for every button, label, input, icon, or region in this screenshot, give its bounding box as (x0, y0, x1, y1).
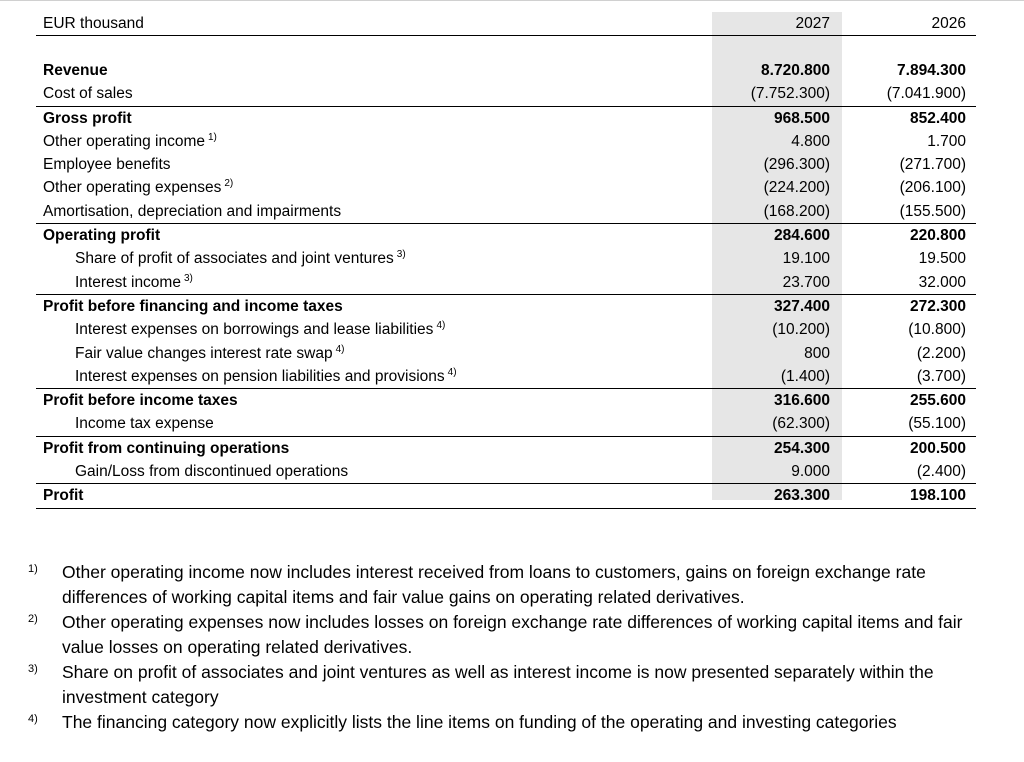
value-2027: 9.000 (791, 463, 830, 481)
value-2027: (62.300) (772, 415, 830, 433)
value-2027: (10.200) (772, 321, 830, 339)
table-row (36, 247, 976, 270)
value-2026: (206.100) (899, 179, 966, 197)
table-row (36, 389, 976, 412)
row-label: Profit before financing and income taxes (43, 297, 343, 315)
footnote-marker: 1) (28, 563, 38, 575)
row-label: Operating profit (43, 227, 161, 245)
row-label: Interest expenses on pension liabilities and provisions $^{4)}$ (75, 366, 457, 385)
value-2027: 968.500 (773, 109, 830, 127)
column-header-2026: 2026 (931, 15, 966, 32)
footnote-ref: 1) (207, 131, 217, 143)
value-2026: 19.500 (918, 250, 966, 268)
footnote-ref: 4) (436, 320, 446, 332)
row-label: Profit from continuing operations (43, 439, 290, 457)
row-label: Profit (43, 487, 84, 505)
table-row (36, 437, 976, 460)
table-row (36, 107, 976, 130)
value-2027: 254.300 (773, 439, 830, 457)
value-2027: 800 (804, 344, 830, 362)
table-row (36, 59, 976, 82)
footnote-marker: 3) (28, 663, 38, 675)
table-row (36, 224, 976, 247)
value-2026: (3.700) (916, 367, 966, 385)
footnote-marker: 4) (28, 713, 38, 725)
value-2027: 263.300 (773, 487, 830, 505)
value-2026: (7.041.900) (886, 85, 966, 103)
footnote-ref: 4) (335, 343, 345, 355)
footnote-marker: 2) (28, 613, 38, 625)
table-row (36, 484, 976, 508)
row-label: Other operating income $^{1)}$ (43, 131, 217, 150)
value-2027: 327.400 (773, 297, 830, 315)
value-2027: (296.300) (763, 156, 830, 174)
value-2026: (2.200) (916, 344, 966, 362)
value-2026: 220.800 (909, 227, 966, 245)
table-row (36, 130, 976, 153)
row-label: Profit before income taxes (43, 392, 238, 410)
row-label: Interest income $^{3)}$ (75, 272, 193, 291)
value-2026: (2.400) (916, 463, 966, 481)
value-2026: (271.700) (899, 156, 966, 174)
value-2027: (168.200) (763, 202, 830, 220)
table-header (36, 12, 976, 36)
table-row (36, 318, 976, 341)
value-2027: 8.720.800 (761, 62, 830, 79)
unit-label: EUR thousand (43, 15, 144, 32)
footnote-text: Other operating income now includes interest received from loans to customers, gains on foreign exchange rate differences of working capital items and fair value gains on operating related derivatives. (62, 562, 926, 607)
value-2026: 200.500 (909, 439, 966, 457)
footnotes (28, 560, 988, 735)
table-row (36, 460, 976, 484)
table-row (36, 271, 976, 295)
column-header-2027: 2027 (795, 15, 830, 32)
footnote-text: Other operating expenses now includes losses on foreign exchange rate differences of working capital items and fair value losses on operating related derivatives. (62, 612, 963, 657)
row-label: Gross profit (43, 109, 132, 127)
value-2026: 1.700 (927, 132, 966, 150)
footnote-text: Share on profit of associates and joint ventures as well as interest income is now presented separately within the investment category (62, 662, 934, 707)
footnote-ref: 3) (183, 272, 193, 284)
footnote-text: The financing category now explicitly lists the line items on funding of the operating and investing categories (62, 712, 897, 732)
value-2026: 7.894.300 (897, 62, 966, 79)
table-row (36, 295, 976, 318)
row-label: Fair value changes interest rate swap $^{4)}$ (75, 343, 345, 362)
footnote (28, 610, 988, 660)
value-2026: (155.500) (899, 202, 966, 220)
table-row (36, 365, 976, 389)
value-2027: 284.600 (773, 227, 830, 245)
footnote-ref: 3) (396, 249, 406, 261)
row-label: Revenue (43, 62, 108, 79)
value-2027: (1.400) (780, 367, 830, 385)
footnote (28, 560, 988, 610)
income-statement-table (36, 12, 976, 509)
table-row (36, 82, 976, 106)
row-label: Cost of sales (43, 85, 133, 103)
value-2027: 316.600 (773, 392, 830, 410)
value-2026: (55.100) (908, 415, 966, 433)
footnote-ref: 4) (447, 366, 457, 378)
row-label: Share of profit of associates and joint ventures $^{3)}$ (75, 249, 406, 268)
value-2026: 32.000 (918, 273, 966, 291)
row-label: Employee benefits (43, 156, 171, 174)
value-2026: (10.800) (908, 321, 966, 339)
row-label: Amortisation, depreciation and impairments (43, 202, 342, 220)
value-2026: 255.600 (909, 392, 966, 410)
table-row (36, 153, 976, 176)
value-2026: 198.100 (909, 487, 966, 505)
table-row (36, 342, 976, 365)
value-2027: 23.700 (782, 273, 830, 291)
header-spacer (36, 36, 976, 59)
row-label: Interest expenses on borrowings and lease liabilities $^{4)}$ (75, 320, 446, 339)
footnote (28, 710, 988, 735)
value-2027: (7.752.300) (750, 85, 830, 103)
value-2026: 852.400 (909, 109, 966, 127)
row-label: Income tax expense (75, 415, 214, 433)
footnote-ref: 2) (224, 178, 234, 190)
top-rule (0, 0, 1024, 1)
value-2026: 272.300 (909, 297, 966, 315)
table-row (36, 412, 976, 436)
value-2027: 4.800 (791, 132, 830, 150)
table-row (36, 200, 976, 224)
value-2027: (224.200) (763, 179, 830, 197)
value-2027: 19.100 (782, 250, 830, 268)
table-row (36, 176, 976, 199)
footnote (28, 660, 988, 710)
row-label: Other operating expenses $^{2)}$ (43, 178, 234, 197)
row-label: Gain/Loss from discontinued operations (75, 463, 349, 481)
